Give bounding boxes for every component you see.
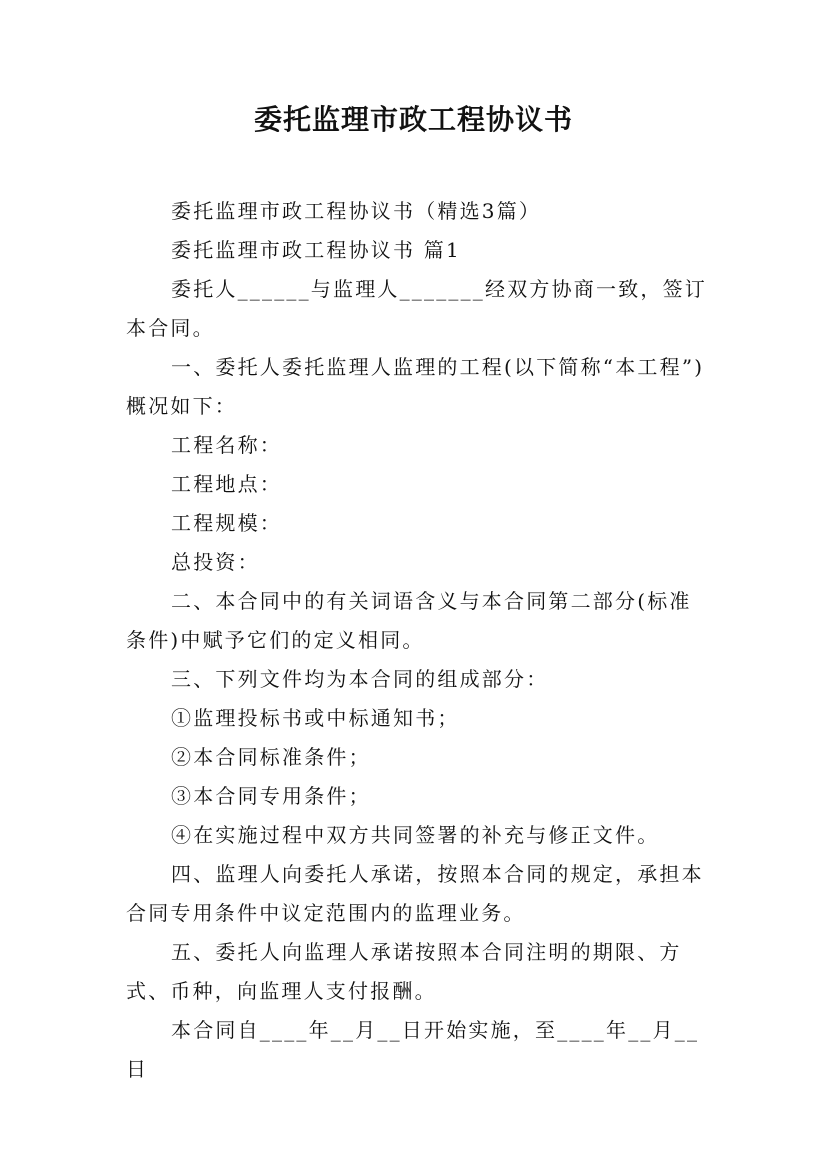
paragraph-clause-1: 一、委托人委托监理人监理的工程(以下简称“本工程”)概况如下：: [126, 355, 705, 418]
paragraph-project-scale: 工程规模：: [171, 511, 282, 535]
paragraph-clause-4: 四、监理人向委托人承诺，按照本合同的规定，承担本合同专用条件中议定范围内的监理业务。: [126, 862, 704, 925]
paragraph-project-location: 工程地点：: [171, 472, 282, 496]
paragraph-project-name: 工程名称：: [171, 433, 282, 457]
paragraph-clause-5: 五、委托人向监理人承诺按照本合同注明的期限、方式、币种，向监理人支付报酬。: [126, 940, 682, 1003]
paragraph-clause-3: 三、下列文件均为本合同的组成部分：: [171, 667, 549, 691]
paragraph-effective-date: 本合同自____年__月__日开始实施，至____年__月__日: [126, 1018, 700, 1081]
paragraph-item-2: ②本合同标准条件；: [171, 745, 371, 769]
document-body: [126, 192, 711, 1089]
paragraph-item-4: ④在实施过程中双方共同签署的补充与修正文件。: [171, 823, 660, 847]
paragraph-item-3: ③本合同专用条件；: [171, 784, 371, 808]
paragraph-parties: 委托人______与监理人_______经双方协商一致，签订本合同。: [126, 277, 707, 340]
paragraph-section-heading: 委托监理市政工程协议书 篇1: [171, 238, 461, 262]
paragraph-clause-2: 二、本合同中的有关词语含义与本合同第二部分(标准条件)中赋予它们的定义相同。: [126, 589, 692, 652]
paragraph-total-investment: 总投资：: [171, 550, 260, 574]
paragraph-subtitle: 委托监理市政工程协议书（精选3篇）: [171, 199, 542, 223]
paragraph-item-1: ①监理投标书或中标通知书；: [171, 706, 460, 730]
document-title: 委托监理市政工程协议书: [253, 103, 573, 136]
